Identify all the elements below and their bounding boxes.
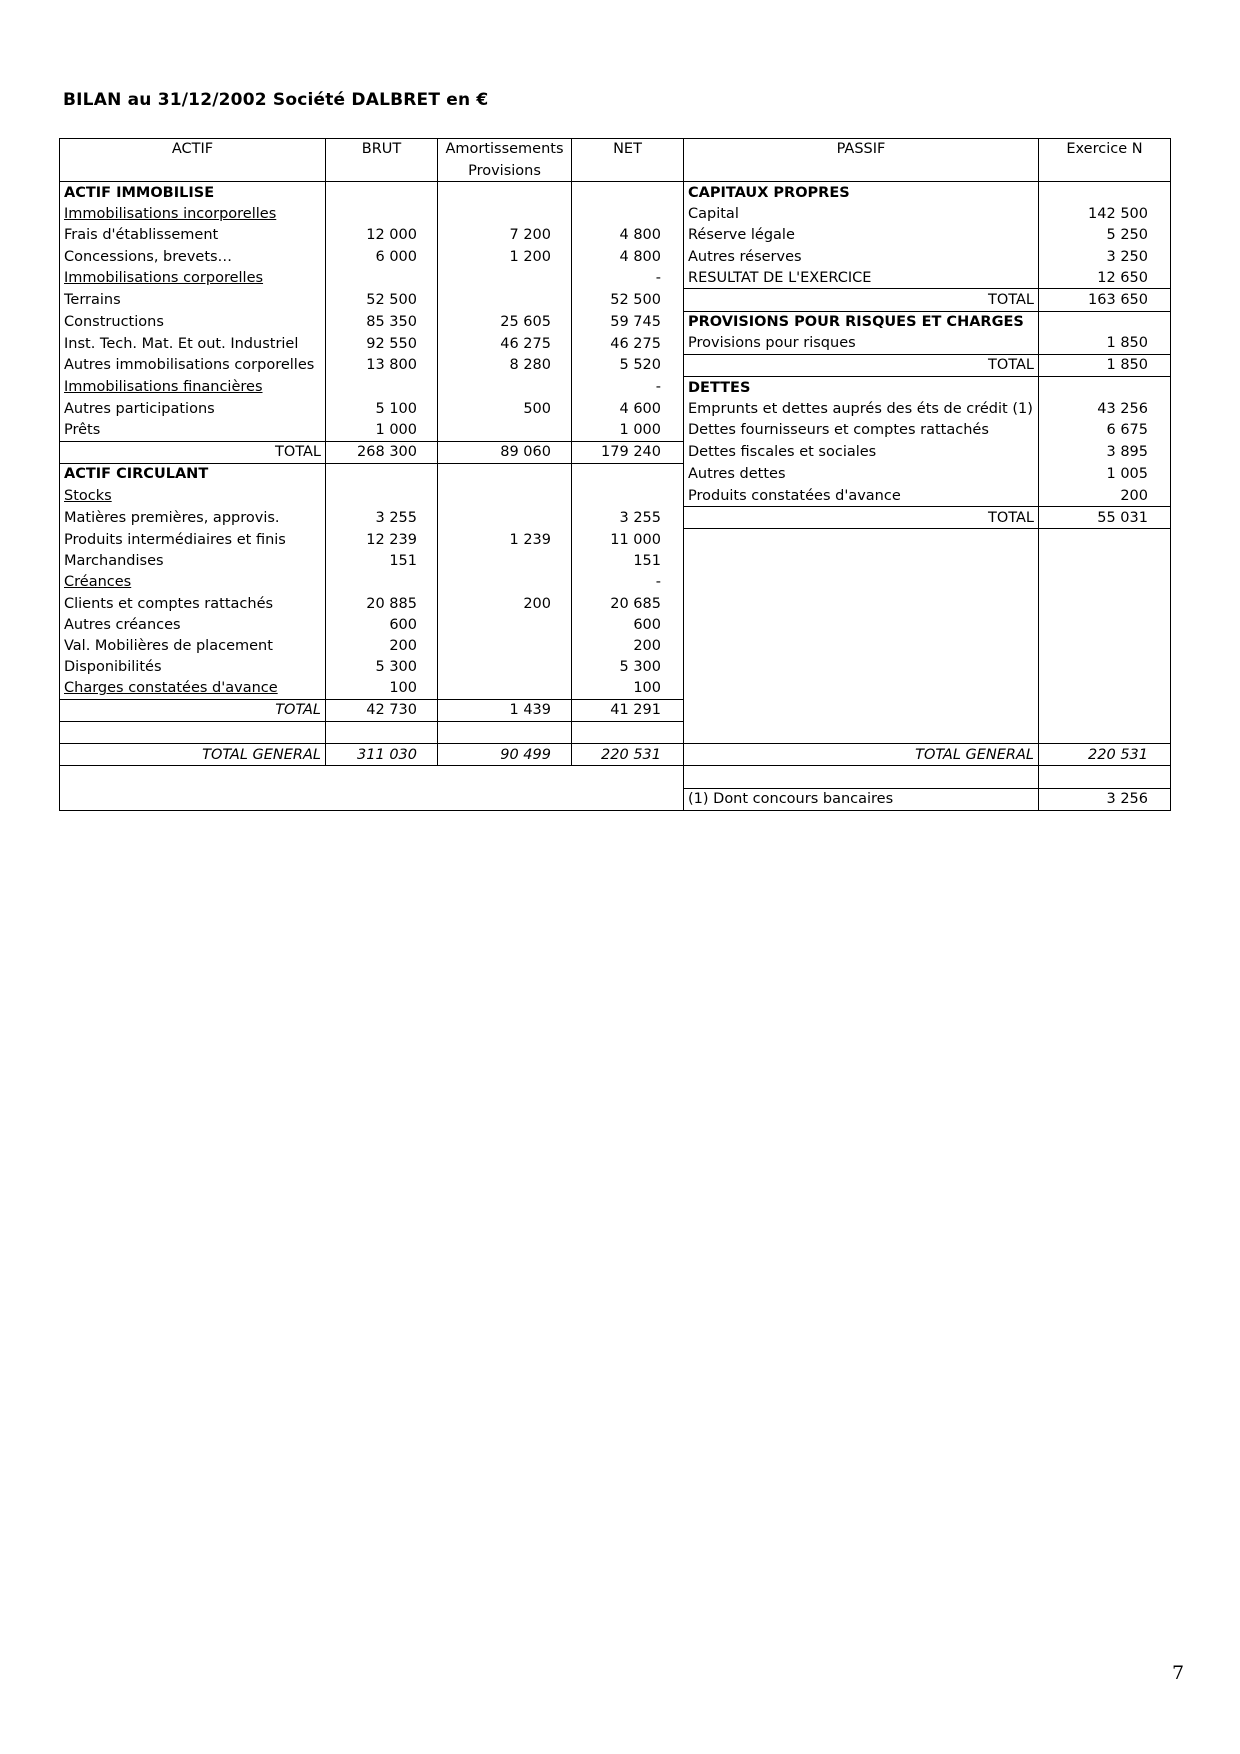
passif-value: 163 650 (1039, 289, 1171, 311)
passif-value: 3 250 (1039, 246, 1171, 267)
actif-brut: 13 800 (326, 354, 438, 376)
actif-brut (326, 572, 438, 593)
actif-brut (326, 485, 438, 507)
passif-value: 142 500 (1039, 204, 1171, 225)
actif-label: Stocks (60, 485, 326, 507)
passif-value: 5 250 (1039, 225, 1171, 246)
actif-amort (438, 204, 572, 225)
actif-brut: 151 (326, 551, 438, 572)
passif-value: 43 256 (1039, 398, 1171, 419)
actif-label: Concessions, brevets… (60, 246, 326, 267)
actif-amort: 89 060 (438, 441, 572, 463)
empty-cell (572, 766, 684, 788)
actif-net: - (572, 572, 684, 593)
actif-brut (326, 267, 438, 289)
actif-label: Créances (60, 572, 326, 593)
table-row (60, 699, 1171, 721)
actif-brut (326, 377, 438, 399)
passif-value: 1 850 (1039, 333, 1171, 355)
passif-label: DETTES (684, 377, 1039, 399)
actif-brut: 12 239 (326, 529, 438, 551)
actif-label: Autres créances (60, 614, 326, 635)
empty-cell (438, 722, 572, 744)
actif-label: ACTIF CIRCULANT (60, 463, 326, 485)
actif-amort (438, 485, 572, 507)
actif-amort (438, 419, 572, 441)
balance-sheet (59, 138, 1170, 811)
actif-amort (438, 507, 572, 529)
passif-value: 3 895 (1039, 441, 1171, 463)
table-row (60, 463, 1171, 485)
empty-cell (684, 635, 1039, 656)
table-row (60, 657, 1171, 678)
actif-amort: 7 200 (438, 225, 572, 246)
actif-net: 59 745 (572, 311, 684, 333)
actif-label: Frais d'établissement (60, 225, 326, 246)
empty-cell (684, 766, 1039, 788)
passif-value: 1 005 (1039, 463, 1171, 485)
empty-cell (326, 766, 438, 788)
table-row (60, 551, 1171, 572)
actif-amort (438, 657, 572, 678)
actif-net (572, 485, 684, 507)
empty-cell (572, 722, 684, 744)
passif-value: 12 650 (1039, 267, 1171, 289)
table-row (60, 529, 1171, 551)
actif-label: Marchandises (60, 551, 326, 572)
actif-net: - (572, 267, 684, 289)
actif-net: 179 240 (572, 441, 684, 463)
table-row (60, 354, 1171, 376)
balance-sheet-table (59, 138, 1171, 811)
table-row (60, 593, 1171, 614)
table-row (60, 441, 1171, 463)
actif-amort (438, 182, 572, 204)
passif-total-label: TOTAL (684, 289, 1039, 311)
actif-brut: 20 885 (326, 593, 438, 614)
actif-net (572, 204, 684, 225)
passif-label: Autres dettes (684, 463, 1039, 485)
actif-net: 100 (572, 678, 684, 700)
actif-label: Produits intermédiaires et finis (60, 529, 326, 551)
passif-value (1039, 377, 1171, 399)
empty-cell (684, 657, 1039, 678)
actif-net: 11 000 (572, 529, 684, 551)
table-row (60, 507, 1171, 529)
actif-brut: 12 000 (326, 225, 438, 246)
empty-cell (684, 722, 1039, 744)
table-row (60, 722, 1171, 744)
table-row (60, 267, 1171, 289)
passif-label: Dettes fiscales et sociales (684, 441, 1039, 463)
actif-brut: 200 (326, 635, 438, 656)
header-brut: BRUT (326, 139, 438, 182)
actif-net: 52 500 (572, 289, 684, 311)
empty-cell (1039, 614, 1171, 635)
actif-brut (326, 463, 438, 485)
actif-label: Val. Mobilières de placement (60, 635, 326, 656)
empty-cell (1039, 529, 1171, 551)
note-label: (1) Dont concours bancaires (684, 788, 1039, 810)
actif-label: Immobilisations corporelles (60, 267, 326, 289)
table-row (60, 678, 1171, 700)
empty-cell (1039, 722, 1171, 744)
actif-amort: 46 275 (438, 333, 572, 355)
actif-brut: 268 300 (326, 441, 438, 463)
actif-net: 1 000 (572, 419, 684, 441)
table-row (60, 246, 1171, 267)
actif-amort (438, 572, 572, 593)
table-row (60, 204, 1171, 225)
actif-total-label: TOTAL (60, 441, 326, 463)
total-general-amort: 90 499 (438, 744, 572, 766)
actif-amort: 200 (438, 593, 572, 614)
actif-net: 151 (572, 551, 684, 572)
page-title: BILAN au 31/12/2002 Société DALBRET en € (63, 90, 489, 110)
actif-amort: 8 280 (438, 354, 572, 376)
actif-brut (326, 182, 438, 204)
actif-brut: 3 255 (326, 507, 438, 529)
table-row (60, 614, 1171, 635)
actif-label: Constructions (60, 311, 326, 333)
passif-value (1039, 182, 1171, 204)
table-row (60, 311, 1171, 333)
empty-cell (1039, 635, 1171, 656)
empty-cell (684, 593, 1039, 614)
actif-label: Immobilisations financières (60, 377, 326, 399)
header-exercice: Exercice N (1039, 139, 1171, 182)
passif-total-label: TOTAL (684, 507, 1039, 529)
empty-cell (684, 699, 1039, 721)
actif-amort (438, 267, 572, 289)
actif-net: 4 800 (572, 246, 684, 267)
passif-label: Autres réserves (684, 246, 1039, 267)
passif-value: 200 (1039, 485, 1171, 507)
table-row (60, 225, 1171, 246)
header-passif: PASSIF (684, 139, 1039, 182)
actif-brut: 5 100 (326, 398, 438, 419)
empty-cell (1039, 699, 1171, 721)
passif-total-label: TOTAL (684, 354, 1039, 376)
actif-net: 46 275 (572, 333, 684, 355)
table-row (60, 419, 1171, 441)
empty-cell (326, 722, 438, 744)
passif-label: Réserve légale (684, 225, 1039, 246)
passif-value: 1 850 (1039, 354, 1171, 376)
actif-net: - (572, 377, 684, 399)
empty-cell (438, 766, 572, 788)
total-general-label: TOTAL GENERAL (60, 744, 326, 766)
actif-label: Autres participations (60, 398, 326, 419)
empty-cell (438, 788, 572, 810)
passif-value: 6 675 (1039, 419, 1171, 441)
actif-amort (438, 551, 572, 572)
passif-label: Capital (684, 204, 1039, 225)
actif-net: 200 (572, 635, 684, 656)
actif-amort (438, 678, 572, 700)
empty-cell (684, 678, 1039, 700)
actif-brut: 85 350 (326, 311, 438, 333)
actif-brut: 52 500 (326, 289, 438, 311)
actif-brut: 600 (326, 614, 438, 635)
passif-label: RESULTAT DE L'EXERCICE (684, 267, 1039, 289)
passif-label: CAPITAUX PROPRES (684, 182, 1039, 204)
actif-net: 4 800 (572, 225, 684, 246)
empty-cell (684, 529, 1039, 551)
table-row (60, 788, 1171, 810)
actif-label: Terrains (60, 289, 326, 311)
empty-cell (60, 766, 326, 788)
actif-net: 4 600 (572, 398, 684, 419)
actif-label: Matières premières, approvis. (60, 507, 326, 529)
actif-amort: 1 200 (438, 246, 572, 267)
actif-brut: 42 730 (326, 699, 438, 721)
actif-net: 3 255 (572, 507, 684, 529)
actif-amort: 500 (438, 398, 572, 419)
table-row (60, 398, 1171, 419)
actif-label: Prêts (60, 419, 326, 441)
passif-label: Provisions pour risques (684, 333, 1039, 355)
actif-brut: 5 300 (326, 657, 438, 678)
passif-total-general-value: 220 531 (1039, 744, 1171, 766)
actif-net: 5 520 (572, 354, 684, 376)
passif-value (1039, 311, 1171, 333)
empty-cell (60, 788, 326, 810)
actif-net (572, 182, 684, 204)
empty-cell (1039, 593, 1171, 614)
actif-total-label: TOTAL (60, 699, 326, 721)
actif-net (572, 463, 684, 485)
actif-label: Inst. Tech. Mat. Et out. Industriel (60, 333, 326, 355)
header-net: NET (572, 139, 684, 182)
actif-label: Autres immobilisations corporelles (60, 354, 326, 376)
actif-amort: 25 605 (438, 311, 572, 333)
actif-net: 20 685 (572, 593, 684, 614)
actif-brut: 100 (326, 678, 438, 700)
empty-cell (572, 788, 684, 810)
actif-amort (438, 614, 572, 635)
actif-brut (326, 204, 438, 225)
actif-amort: 1 439 (438, 699, 572, 721)
header-provisions: Provisions (438, 160, 572, 182)
empty-cell (1039, 657, 1171, 678)
header-amortissements: Amortissements (438, 139, 572, 161)
actif-amort (438, 377, 572, 399)
empty-cell (684, 551, 1039, 572)
table-row (60, 744, 1171, 766)
actif-label: Clients et comptes rattachés (60, 593, 326, 614)
empty-cell (684, 614, 1039, 635)
passif-label: PROVISIONS POUR RISQUES ET CHARGES (684, 311, 1039, 333)
actif-brut: 1 000 (326, 419, 438, 441)
actif-amort: 1 239 (438, 529, 572, 551)
actif-label: Charges constatées d'avance (60, 678, 326, 700)
empty-cell (60, 722, 326, 744)
empty-cell (684, 572, 1039, 593)
actif-net: 41 291 (572, 699, 684, 721)
table-row (60, 485, 1171, 507)
empty-cell (326, 788, 438, 810)
table-row (60, 635, 1171, 656)
actif-brut: 6 000 (326, 246, 438, 267)
empty-cell (1039, 572, 1171, 593)
actif-label: Disponibilités (60, 657, 326, 678)
table-row (60, 289, 1171, 311)
table-row (60, 572, 1171, 593)
passif-label: Emprunts et dettes auprés des éts de crédit (1) (684, 398, 1039, 419)
table-row (60, 766, 1171, 788)
empty-cell (1039, 678, 1171, 700)
actif-amort (438, 463, 572, 485)
actif-amort (438, 635, 572, 656)
actif-label: Immobilisations incorporelles (60, 204, 326, 225)
table-row (60, 377, 1171, 399)
header-row (60, 139, 1171, 161)
passif-value: 55 031 (1039, 507, 1171, 529)
header-actif: ACTIF (60, 139, 326, 182)
empty-cell (1039, 551, 1171, 572)
total-general-net: 220 531 (572, 744, 684, 766)
passif-label: Dettes fournisseurs et comptes rattachés (684, 419, 1039, 441)
actif-net: 600 (572, 614, 684, 635)
total-general-brut: 311 030 (326, 744, 438, 766)
actif-net: 5 300 (572, 657, 684, 678)
table-row (60, 182, 1171, 204)
page-number: 7 (1172, 1662, 1185, 1684)
empty-cell (1039, 766, 1171, 788)
actif-label: ACTIF IMMOBILISE (60, 182, 326, 204)
table-row (60, 333, 1171, 355)
actif-amort (438, 289, 572, 311)
passif-total-general-label: TOTAL GENERAL (684, 744, 1039, 766)
passif-label: Produits constatées d'avance (684, 485, 1039, 507)
note-value: 3 256 (1039, 788, 1171, 810)
actif-brut: 92 550 (326, 333, 438, 355)
